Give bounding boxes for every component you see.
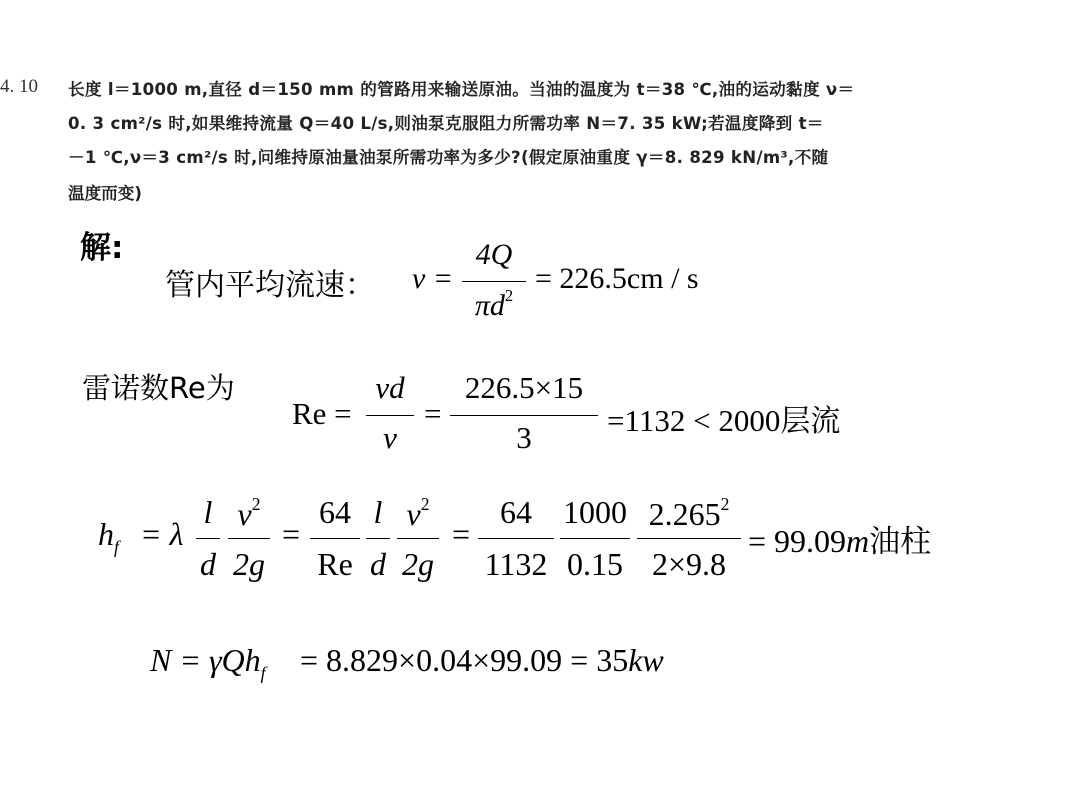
hf-frac1-bar xyxy=(196,538,220,539)
velocity-label: 管内平均流速： xyxy=(165,268,375,303)
hf-eq: = λ xyxy=(140,516,184,552)
hf-frac4-bar xyxy=(366,538,390,539)
problem-line-3: －1 ℃,ν＝3 cm²/s 时,问维持原油量油泵所需功率为多少?(假定原油重度 γ＝8. 829 kN/m³,不随 xyxy=(68,148,829,167)
hf-frac5-bar xyxy=(397,538,439,539)
hf-frac1-den: d xyxy=(200,546,216,582)
reynolds-num-2: 226.5×15 xyxy=(464,370,584,405)
hf-lhs: $h_f$ xyxy=(98,516,119,557)
reynolds-bar-2 xyxy=(450,415,598,416)
hf-eq2: = xyxy=(282,516,301,552)
reynolds-den-2: 3 xyxy=(516,420,532,455)
reynolds-den: ν xyxy=(383,420,397,455)
reynolds-result: =1132 < 2000层流 xyxy=(607,403,841,439)
problem-number: 4. 10 xyxy=(0,76,38,97)
problem-line-4: 温度而变) xyxy=(68,184,142,203)
hf-frac7-num: 1000 xyxy=(563,494,627,530)
reynolds-eq2: = xyxy=(424,396,442,431)
hf-frac2-den: 2g xyxy=(233,546,265,582)
hf-frac8-bar xyxy=(637,538,741,539)
reynolds-label: 雷诺数Re为 xyxy=(82,371,235,405)
reynolds-num: vd xyxy=(375,370,405,405)
problem-line-2: 0. 3 cm²/s 时,如果维持流量 Q＝40 L/s,则油泵克服阻力所需功率 N＝7. 35 kW;若温度降到 t＝ xyxy=(68,114,824,133)
hf-frac4-den: d xyxy=(370,546,386,582)
hf-frac6-den: 1132 xyxy=(484,546,548,582)
n-lhs: N = γQh$_f$ xyxy=(150,642,266,683)
hf-frac3-bar xyxy=(310,538,360,539)
hf-frac4-num: l xyxy=(373,494,383,530)
velocity-numerator: 4Q xyxy=(475,238,513,271)
hf-frac7-bar xyxy=(560,538,630,539)
hf-frac3-num: 64 xyxy=(319,494,351,530)
velocity-result: = 226.5cm / s xyxy=(535,262,699,295)
hf-frac8-den: 2×9.8 xyxy=(651,546,727,582)
n-result: = 8.829×0.04×99.09 = 35kw xyxy=(300,642,664,678)
velocity-lhs: v = xyxy=(412,262,454,295)
velocity-denominator: $\pi d^2$ xyxy=(474,286,514,323)
hf-frac2-bar xyxy=(228,538,270,539)
hf-eq3: = xyxy=(452,516,471,552)
hf-frac5-num: $v^2$ xyxy=(406,494,430,532)
hf-frac2-num: $v^2$ xyxy=(237,494,261,532)
hf-result: = 99.09m油柱 xyxy=(748,523,932,560)
hf-frac5-den: 2g xyxy=(402,546,434,582)
solution-heading: 解: xyxy=(80,230,124,266)
velocity-fraction-bar xyxy=(462,281,526,282)
hf-frac6-num: 64 xyxy=(500,494,532,530)
hf-frac3-den: Re xyxy=(317,546,353,582)
hf-frac7-den: 0.15 xyxy=(567,546,623,582)
hf-frac8-num: 2.265$^2$ xyxy=(648,494,730,532)
reynolds-bar-1 xyxy=(366,415,414,416)
hf-frac1-num: l xyxy=(203,494,213,530)
problem-line-1: 长度 l＝1000 m,直径 d＝150 mm 的管路用来输送原油。当油的温度为 t＝38 ℃,油的运动黏度 ν＝ xyxy=(68,80,855,99)
reynolds-lhs: Re = xyxy=(292,396,352,431)
hf-frac6-bar xyxy=(478,538,554,539)
